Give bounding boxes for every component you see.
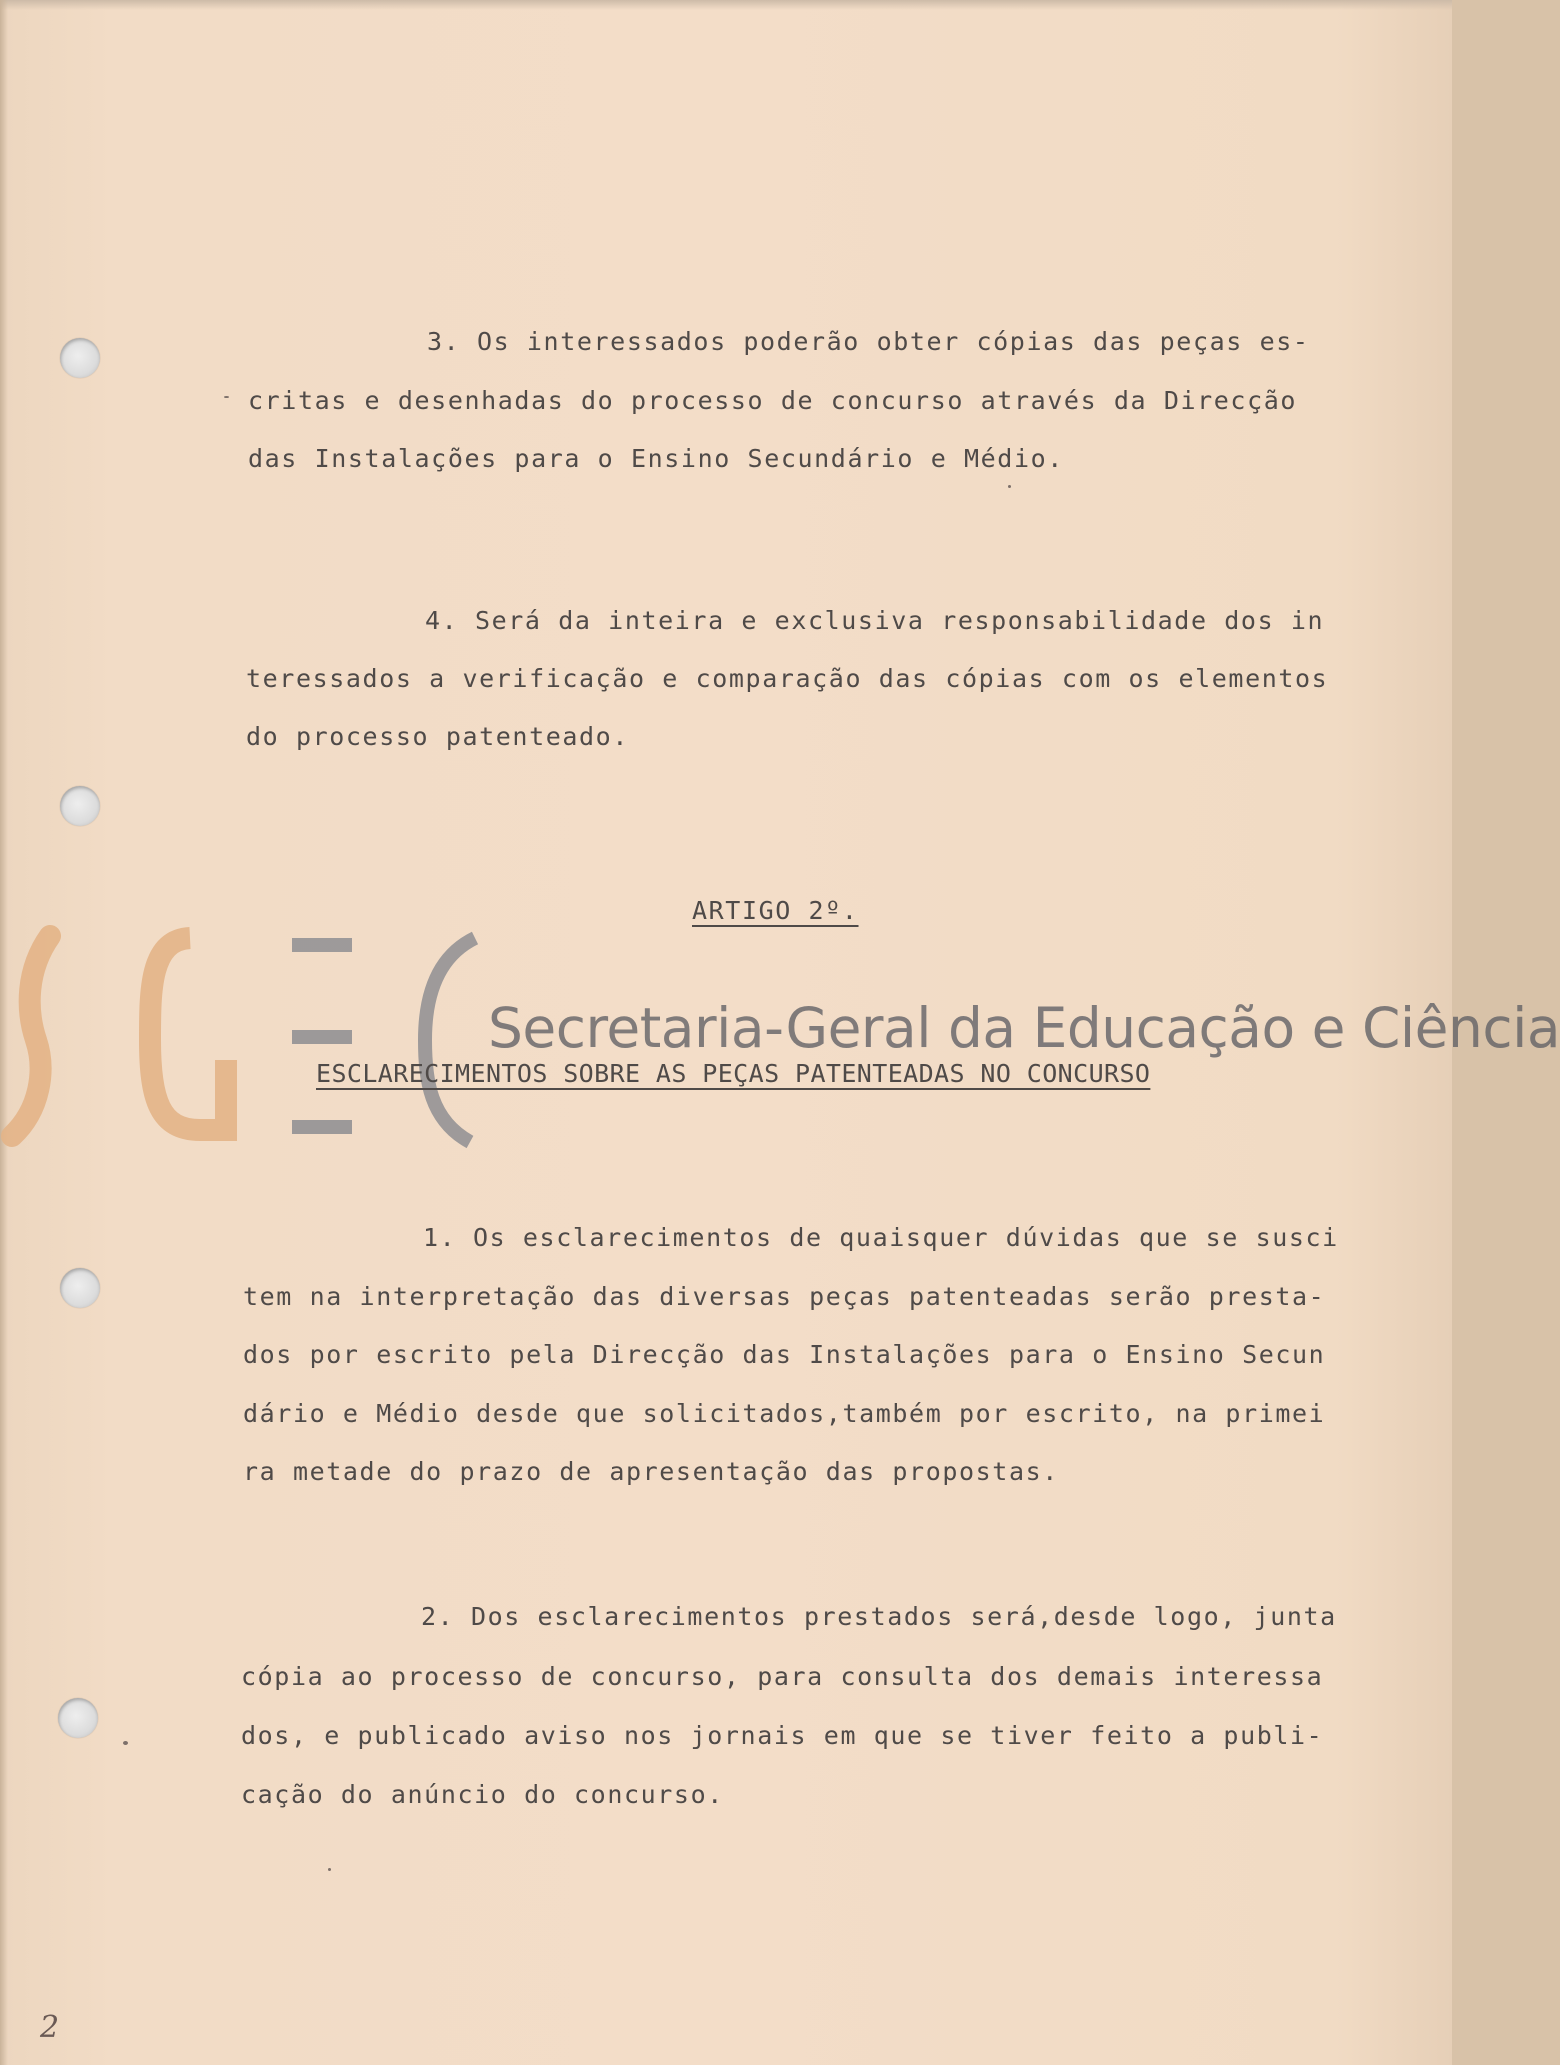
- paragraph-1-line-3: dos por escrito pela Direcção das Instalações para o Ensino Secun: [243, 1340, 1326, 1369]
- logo-letter-s: [12, 936, 50, 1136]
- article-subtitle: ESCLARECIMENTOS SOBRE AS PEÇAS PATENTEADAS NO CONCURSO: [316, 1059, 1151, 1088]
- punch-hole-1: [60, 338, 100, 378]
- sgec-watermark-logo: [0, 930, 480, 1150]
- paragraph-4-line-2: teressados a verificação e comparação das cópias com os elementos: [246, 664, 1329, 693]
- paragraph-1-line-5: ra metade do prazo de apresentação das propostas.: [243, 1457, 1059, 1486]
- article-title: ARTIGO 2º.: [692, 896, 859, 925]
- paper-speck: [1008, 485, 1011, 488]
- paragraph-1-line-2: tem na interpretação das diversas peças patenteadas serão presta-: [243, 1282, 1326, 1311]
- punch-hole-4: [58, 1698, 98, 1738]
- paragraph-3-line-3: das Instalações para o Ensino Secundário e Médio.: [248, 444, 1064, 473]
- paper-speck: [123, 1741, 128, 1745]
- paragraph-4-line-1: 4. Será da inteira e exclusiva responsabilidade dos in: [425, 606, 1325, 635]
- punch-hole-3: [60, 1268, 100, 1308]
- watermark-institution-name: Secretaria-Geral da Educação e Ciência: [488, 996, 1560, 1060]
- paragraph-1-line-1: 1. Os esclarecimentos de quaisquer dúvidas que se susci: [423, 1223, 1339, 1252]
- paragraph-2-line-1: 2. Dos esclarecimentos prestados será,desde logo, junta: [421, 1602, 1337, 1631]
- logo-letter-g: [150, 938, 226, 1130]
- punch-hole-2: [60, 786, 100, 826]
- paragraph-2-line-2: cópia ao processo de concurso, para consulta dos demais interessa: [241, 1662, 1324, 1691]
- paragraph-4-line-3: do processo patenteado.: [246, 722, 629, 751]
- paragraph-2-line-3: dos, e publicado aviso nos jornais em que se tiver feito a publi-: [241, 1721, 1324, 1750]
- paper-speck: [328, 1868, 331, 1871]
- paper-speck: [224, 396, 229, 398]
- page-number: 2: [40, 2010, 60, 2045]
- paragraph-3-line-1: 3. Os interessados poderão obter cópias das peças es-: [427, 327, 1310, 356]
- page-top-edge: [0, 0, 1452, 10]
- paragraph-1-line-4: dário e Médio desde que solicitados,também por escrito, na primei: [243, 1399, 1326, 1428]
- paragraph-2-line-4: cação do anúncio do concurso.: [241, 1780, 724, 1809]
- paragraph-3-line-2: critas e desenhadas do processo de concurso através da Direcção: [248, 386, 1298, 415]
- logo-letter-c: [425, 938, 475, 1142]
- logo-letter-e: [292, 938, 352, 1134]
